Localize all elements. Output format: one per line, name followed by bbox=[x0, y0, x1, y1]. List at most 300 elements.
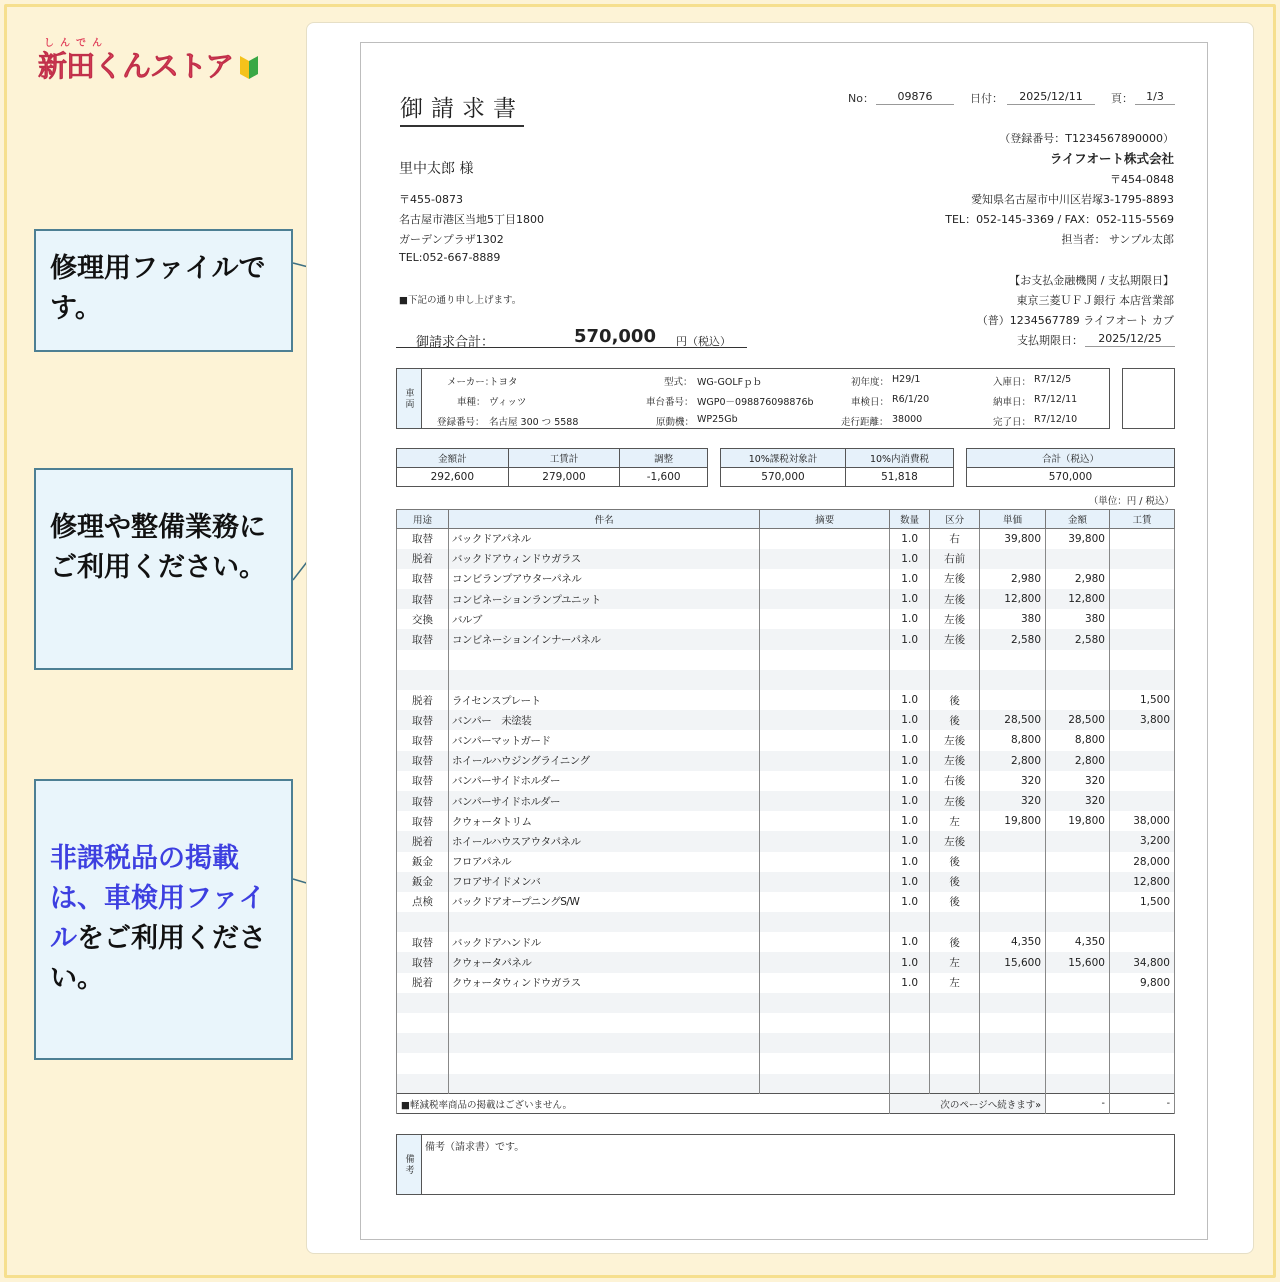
tax-summary-table bbox=[720, 448, 954, 487]
table-cell: 39,800 bbox=[980, 529, 1046, 549]
table-cell bbox=[448, 670, 759, 690]
table-cell bbox=[980, 973, 1046, 993]
table-cell bbox=[980, 549, 1046, 569]
table-row bbox=[397, 751, 1175, 771]
table-cell bbox=[980, 912, 1046, 932]
table-cell bbox=[930, 1013, 980, 1033]
table-cell: 左後 bbox=[930, 730, 980, 750]
labor-total-header: 工賃計 bbox=[508, 449, 620, 468]
customer-tel: TEL:052-667-8889 bbox=[399, 251, 501, 264]
table-cell: 1.0 bbox=[890, 549, 930, 569]
table-footer-row bbox=[397, 1094, 1175, 1114]
table-cell bbox=[1109, 730, 1174, 750]
due-date-label: 支払期限日： bbox=[1017, 334, 1083, 347]
vehicle-label: 車両 bbox=[397, 369, 422, 428]
table-cell bbox=[760, 670, 890, 690]
total-label: 御請求合計： bbox=[416, 335, 495, 350]
table-cell bbox=[980, 831, 1046, 851]
table-cell: 脱着 bbox=[397, 690, 449, 710]
table-row bbox=[397, 852, 1175, 872]
table-cell bbox=[1109, 791, 1174, 811]
table-cell bbox=[760, 912, 890, 932]
footer-labor-dash: - bbox=[1109, 1094, 1174, 1114]
table-cell bbox=[1046, 973, 1110, 993]
table-cell bbox=[760, 589, 890, 609]
maker-label: メーカー： bbox=[447, 377, 495, 388]
table-row bbox=[397, 589, 1175, 609]
document-title: 御請求書 bbox=[400, 90, 524, 127]
taxable-value: 570,000 bbox=[721, 468, 846, 487]
due-date: 2025/12/25 bbox=[1085, 332, 1175, 347]
table-cell: ホイールハウジングライニング bbox=[448, 751, 759, 771]
column-header: 工賃 bbox=[1109, 510, 1174, 529]
car-label: 車種： bbox=[457, 397, 486, 408]
table-cell: クウォータパネル bbox=[448, 952, 759, 972]
table-cell bbox=[397, 1013, 449, 1033]
callout-text: をご利用ください。 bbox=[50, 923, 266, 994]
table-cell: 取替 bbox=[397, 751, 449, 771]
table-cell bbox=[397, 912, 449, 932]
table-cell: 28,500 bbox=[1046, 710, 1110, 730]
column-header: 区分 bbox=[930, 510, 980, 529]
table-cell: 4,350 bbox=[980, 932, 1046, 952]
table-cell bbox=[1109, 751, 1174, 771]
table-cell: 左 bbox=[930, 952, 980, 972]
table-row bbox=[397, 932, 1175, 952]
table-cell bbox=[1109, 609, 1174, 629]
table-cell bbox=[980, 872, 1046, 892]
table-cell: 15,600 bbox=[1046, 952, 1110, 972]
table-cell: 19,800 bbox=[980, 811, 1046, 831]
table-cell bbox=[1046, 1013, 1110, 1033]
table-row bbox=[397, 993, 1175, 1013]
table-row bbox=[397, 973, 1175, 993]
table-cell bbox=[1046, 993, 1110, 1013]
table-cell bbox=[760, 771, 890, 791]
table-row bbox=[397, 569, 1175, 589]
table-cell: 左 bbox=[930, 811, 980, 831]
table-cell bbox=[980, 1074, 1046, 1094]
registration-label: 登録番号： bbox=[437, 417, 485, 428]
table-row bbox=[397, 952, 1175, 972]
table-cell: 9,800 bbox=[1109, 973, 1174, 993]
mileage-label: 走行距離： bbox=[841, 417, 889, 428]
table-cell bbox=[1046, 1053, 1110, 1073]
table-cell: 380 bbox=[980, 609, 1046, 629]
store-logo[interactable] bbox=[38, 34, 258, 82]
table-cell: 12,800 bbox=[1046, 589, 1110, 609]
column-header: 摘要 bbox=[760, 510, 890, 529]
table-cell bbox=[760, 852, 890, 872]
table-cell bbox=[930, 912, 980, 932]
customer-zip: 〒455-0873 bbox=[399, 193, 463, 206]
table-cell bbox=[980, 650, 1046, 670]
table-row bbox=[397, 670, 1175, 690]
table-cell bbox=[930, 650, 980, 670]
table-cell: 1.0 bbox=[890, 730, 930, 750]
table-cell: フロアサイドメンバ bbox=[448, 872, 759, 892]
table-cell: クウォータトリム bbox=[448, 811, 759, 831]
table-cell bbox=[448, 650, 759, 670]
table-cell: 1.0 bbox=[890, 932, 930, 952]
table-cell: 左後 bbox=[930, 589, 980, 609]
engine-label: 原動機： bbox=[656, 417, 695, 428]
table-cell bbox=[930, 1074, 980, 1094]
mileage-value: 38000 bbox=[892, 414, 923, 425]
table-cell bbox=[760, 609, 890, 629]
table-cell: 1.0 bbox=[890, 831, 930, 851]
table-cell: 鈑金 bbox=[397, 852, 449, 872]
table-cell: 1.0 bbox=[890, 872, 930, 892]
table-cell bbox=[890, 670, 930, 690]
table-cell bbox=[760, 993, 890, 1013]
table-cell: 380 bbox=[1046, 609, 1110, 629]
in-date-label: 入庫日： bbox=[993, 377, 1032, 388]
labor-total-value: 279,000 bbox=[508, 468, 620, 487]
unit-note: （単位：円 / 税込） bbox=[1088, 496, 1174, 507]
intro-note: ■下記の通り申し上げます。 bbox=[399, 295, 522, 306]
table-cell: 1,500 bbox=[1109, 892, 1174, 912]
model-value: WG-GOLFｐｂ bbox=[697, 377, 763, 388]
table-cell bbox=[980, 892, 1046, 912]
table-cell bbox=[760, 690, 890, 710]
maker-value: トヨタ bbox=[489, 377, 518, 388]
consumption-tax-value: 51,818 bbox=[846, 468, 954, 487]
next-page-note: 次のページへ続きます» bbox=[890, 1094, 1046, 1114]
table-cell bbox=[1046, 831, 1110, 851]
complete-value: R7/12/10 bbox=[1034, 414, 1078, 425]
table-cell bbox=[1046, 670, 1110, 690]
table-cell: コンビネーションインナーパネル bbox=[448, 629, 759, 649]
table-cell: バックドアハンドル bbox=[448, 932, 759, 952]
logo-ruby: しんでん bbox=[44, 38, 108, 49]
table-cell: 2,980 bbox=[980, 569, 1046, 589]
in-date-value: R7/12/5 bbox=[1034, 374, 1072, 385]
table-cell: コンビランプアウターパネル bbox=[448, 569, 759, 589]
table-cell: 1.0 bbox=[890, 973, 930, 993]
table-cell: 点検 bbox=[397, 892, 449, 912]
table-cell bbox=[448, 912, 759, 932]
remarks-text: 備考（請求書）です。 bbox=[425, 1142, 525, 1153]
table-cell bbox=[890, 1033, 930, 1053]
table-cell: クウォータウィンドウガラス bbox=[448, 973, 759, 993]
table-cell bbox=[1109, 912, 1174, 932]
adjust-value: -1,600 bbox=[620, 468, 708, 487]
first-year-label: 初年度： bbox=[851, 377, 890, 388]
table-cell: 1.0 bbox=[890, 589, 930, 609]
table-cell bbox=[1109, 932, 1174, 952]
table-cell bbox=[890, 1013, 930, 1033]
line-items-table bbox=[396, 509, 1175, 1114]
issuer-staff: 担当者： サンプル太郎 bbox=[1061, 233, 1174, 246]
bank-heading: 【お支払金融機関 / 支払期限日】 bbox=[1009, 274, 1174, 287]
grand-total-table bbox=[966, 448, 1175, 487]
table-cell: 左後 bbox=[930, 791, 980, 811]
table-cell: 後 bbox=[930, 710, 980, 730]
table-cell bbox=[760, 831, 890, 851]
table-cell: 2,580 bbox=[1046, 629, 1110, 649]
footer-amount-dash: - bbox=[1046, 1094, 1110, 1114]
table-cell: コンビネーションランプユニット bbox=[448, 589, 759, 609]
amount-total-value: 292,600 bbox=[397, 468, 509, 487]
table-cell: 取替 bbox=[397, 710, 449, 730]
table-cell bbox=[397, 1033, 449, 1053]
table-cell bbox=[760, 529, 890, 549]
table-cell bbox=[448, 1074, 759, 1094]
table-cell: 2,980 bbox=[1046, 569, 1110, 589]
footer-note: ■軽減税率商品の掲載はございません。 bbox=[397, 1094, 890, 1114]
table-cell: 12,800 bbox=[1109, 872, 1174, 892]
table-cell bbox=[760, 569, 890, 589]
table-cell: 1.0 bbox=[890, 811, 930, 831]
table-cell bbox=[1109, 993, 1174, 1013]
table-cell bbox=[760, 650, 890, 670]
bank-name: 東京三菱ＵＦＪ銀行 本店営業部 bbox=[1016, 294, 1174, 307]
issuer-tel-fax: TEL：052-145-3369 / FAX：052-115-5569 bbox=[945, 213, 1174, 226]
table-cell: 38,000 bbox=[1109, 811, 1174, 831]
table-cell: 左後 bbox=[930, 831, 980, 851]
delivery-label: 納車日： bbox=[993, 397, 1032, 408]
logo-text: 新田くんストア bbox=[38, 49, 234, 83]
table-cell bbox=[980, 993, 1046, 1013]
table-cell: 19,800 bbox=[1046, 811, 1110, 831]
table-cell bbox=[1109, 1074, 1174, 1094]
table-row bbox=[397, 1013, 1175, 1033]
table-row bbox=[397, 1053, 1175, 1073]
table-cell bbox=[980, 852, 1046, 872]
table-cell bbox=[930, 670, 980, 690]
table-cell bbox=[760, 1074, 890, 1094]
no-label: No： bbox=[848, 92, 874, 105]
table-cell: 右 bbox=[930, 529, 980, 549]
bank-account: （普）1234567789 ライフオート カブ bbox=[976, 314, 1174, 327]
table-cell bbox=[1046, 852, 1110, 872]
table-cell: 後 bbox=[930, 892, 980, 912]
table-row bbox=[397, 831, 1175, 851]
beginner-mark-icon bbox=[238, 54, 260, 80]
chassis-label: 車台番号： bbox=[646, 397, 694, 408]
table-cell bbox=[980, 1013, 1046, 1033]
column-header: 金額 bbox=[1046, 510, 1110, 529]
table-cell: 2,800 bbox=[980, 751, 1046, 771]
table-cell bbox=[890, 912, 930, 932]
table-cell bbox=[890, 1053, 930, 1073]
table-cell: バンパーサイドホルダー bbox=[448, 791, 759, 811]
table-cell: 交換 bbox=[397, 609, 449, 629]
table-cell: 320 bbox=[980, 791, 1046, 811]
table-cell bbox=[980, 690, 1046, 710]
table-cell: ホイールハウスアウタパネル bbox=[448, 831, 759, 851]
registration-value: 名古屋 300 つ 5588 bbox=[489, 417, 579, 428]
table-cell bbox=[760, 710, 890, 730]
taxable-header: 10%課税対象計 bbox=[721, 449, 846, 468]
table-cell: 1.0 bbox=[890, 751, 930, 771]
total-amount: 570,000 bbox=[574, 326, 656, 347]
table-row bbox=[397, 1033, 1175, 1053]
table-cell: 取替 bbox=[397, 811, 449, 831]
table-cell: 15,600 bbox=[980, 952, 1046, 972]
table-cell: バンパーサイドホルダー bbox=[448, 771, 759, 791]
table-cell bbox=[1109, 569, 1174, 589]
table-cell bbox=[760, 730, 890, 750]
column-header: 数量 bbox=[890, 510, 930, 529]
table-cell bbox=[1109, 589, 1174, 609]
table-cell: 後 bbox=[930, 872, 980, 892]
table-cell: 取替 bbox=[397, 952, 449, 972]
table-cell bbox=[980, 670, 1046, 690]
table-row bbox=[397, 710, 1175, 730]
table-cell: 320 bbox=[1046, 791, 1110, 811]
table-row bbox=[397, 912, 1175, 932]
vehicle-info-box bbox=[396, 368, 1110, 429]
table-cell: 3,200 bbox=[1109, 831, 1174, 851]
chassis-value: WGP0－098876098876b bbox=[697, 397, 814, 408]
inspection-value: R6/1/20 bbox=[892, 394, 930, 405]
total-unit: 円（税込） bbox=[676, 335, 731, 348]
table-cell: 取替 bbox=[397, 569, 449, 589]
table-cell bbox=[397, 1074, 449, 1094]
column-header: 用途 bbox=[397, 510, 449, 529]
table-cell: 12,800 bbox=[980, 589, 1046, 609]
table-cell: 右後 bbox=[930, 771, 980, 791]
delivery-value: R7/12/11 bbox=[1034, 394, 1078, 405]
table-row bbox=[397, 609, 1175, 629]
table-cell bbox=[1046, 1074, 1110, 1094]
callout-text: 修理用ファイルです。 bbox=[50, 253, 266, 324]
table-cell bbox=[1109, 1053, 1174, 1073]
table-cell: 1.0 bbox=[890, 852, 930, 872]
table-cell: 8,800 bbox=[980, 730, 1046, 750]
table-cell bbox=[1109, 529, 1174, 549]
grand-total-value: 570,000 bbox=[967, 468, 1175, 487]
table-cell: 鈑金 bbox=[397, 872, 449, 892]
table-cell bbox=[448, 993, 759, 1013]
table-cell: フロアパネル bbox=[448, 852, 759, 872]
table-cell: バルブ bbox=[448, 609, 759, 629]
table-cell bbox=[760, 1053, 890, 1073]
page-label: 頁： bbox=[1111, 92, 1133, 105]
table-cell: 右前 bbox=[930, 549, 980, 569]
page-number: 1/3 bbox=[1135, 90, 1175, 105]
table-cell: 8,800 bbox=[1046, 730, 1110, 750]
registration-number: （登録番号：T1234567890000） bbox=[999, 132, 1174, 145]
table-row bbox=[397, 872, 1175, 892]
table-cell bbox=[890, 650, 930, 670]
table-cell bbox=[930, 1053, 980, 1073]
column-header: 単価 bbox=[980, 510, 1046, 529]
table-cell bbox=[1109, 1033, 1174, 1053]
table-cell: 脱着 bbox=[397, 973, 449, 993]
table-cell bbox=[1046, 872, 1110, 892]
table-cell bbox=[890, 993, 930, 1013]
table-cell: バックドアパネル bbox=[448, 529, 759, 549]
invoice-number: 09876 bbox=[876, 90, 954, 105]
table-cell: バンパー 未塗装 bbox=[448, 710, 759, 730]
table-row bbox=[397, 730, 1175, 750]
table-cell bbox=[760, 791, 890, 811]
table-cell: 1.0 bbox=[890, 710, 930, 730]
table-cell: 39,800 bbox=[1046, 529, 1110, 549]
table-row bbox=[397, 690, 1175, 710]
table-cell: 3,800 bbox=[1109, 710, 1174, 730]
table-cell: 左後 bbox=[930, 751, 980, 771]
customer-address: 名古屋市港区当地5丁目1800 bbox=[399, 213, 544, 226]
callout-usage bbox=[34, 468, 293, 670]
table-cell bbox=[448, 1033, 759, 1053]
table-cell: 1.0 bbox=[890, 690, 930, 710]
callout-text-blue: 非課税品の掲載は、車検用ファイル bbox=[50, 843, 266, 954]
table-cell bbox=[397, 650, 449, 670]
table-cell: 取替 bbox=[397, 529, 449, 549]
table-cell: 取替 bbox=[397, 932, 449, 952]
amount-summary-table bbox=[396, 448, 708, 487]
grand-total-header: 合計（税込） bbox=[967, 449, 1175, 468]
table-cell: バックドアオープニングS/W bbox=[448, 892, 759, 912]
table-cell: 1.0 bbox=[890, 529, 930, 549]
table-cell: 後 bbox=[930, 690, 980, 710]
table-cell: 2,580 bbox=[980, 629, 1046, 649]
table-cell: 取替 bbox=[397, 629, 449, 649]
table-cell bbox=[1109, 670, 1174, 690]
issuer-address: 愛知県名古屋市中川区岩塚3-1795-8893 bbox=[971, 193, 1174, 206]
first-year-value: H29/1 bbox=[892, 374, 921, 385]
table-cell: ライセンスプレート bbox=[448, 690, 759, 710]
table-cell bbox=[760, 1033, 890, 1053]
table-row bbox=[397, 529, 1175, 549]
table-row bbox=[397, 549, 1175, 569]
table-cell bbox=[930, 993, 980, 1013]
engine-value: WP25Gb bbox=[697, 414, 738, 425]
table-cell: 1,500 bbox=[1109, 690, 1174, 710]
table-cell: 34,800 bbox=[1109, 952, 1174, 972]
table-cell: 1.0 bbox=[890, 569, 930, 589]
issuer-zip: 〒454-0848 bbox=[1110, 173, 1174, 186]
table-cell: 1.0 bbox=[890, 609, 930, 629]
table-cell: 左 bbox=[930, 973, 980, 993]
customer-building: ガーデンプラザ1302 bbox=[399, 233, 504, 246]
table-cell: 28,500 bbox=[980, 710, 1046, 730]
table-cell bbox=[1046, 650, 1110, 670]
invoice-date: 2025/12/11 bbox=[1007, 90, 1095, 105]
total-block bbox=[396, 326, 747, 348]
adjust-header: 調整 bbox=[620, 449, 708, 468]
column-header: 件名 bbox=[448, 510, 759, 529]
table-cell: 取替 bbox=[397, 589, 449, 609]
table-cell bbox=[760, 811, 890, 831]
table-cell: 脱着 bbox=[397, 549, 449, 569]
table-cell bbox=[397, 670, 449, 690]
remarks-box bbox=[396, 1134, 1175, 1195]
table-cell bbox=[1046, 892, 1110, 912]
table-cell bbox=[760, 892, 890, 912]
table-cell: 左後 bbox=[930, 609, 980, 629]
car-value: ヴィッツ bbox=[489, 397, 527, 408]
table-cell bbox=[760, 872, 890, 892]
table-cell bbox=[980, 1033, 1046, 1053]
table-row bbox=[397, 629, 1175, 649]
date-label: 日付： bbox=[970, 92, 1003, 105]
table-cell: 1.0 bbox=[890, 791, 930, 811]
model-label: 型式： bbox=[664, 377, 693, 388]
table-cell bbox=[1046, 690, 1110, 710]
table-cell bbox=[890, 1074, 930, 1094]
table-cell bbox=[397, 993, 449, 1013]
table-cell bbox=[760, 629, 890, 649]
table-cell bbox=[1109, 650, 1174, 670]
table-cell bbox=[1046, 1033, 1110, 1053]
callout-text: 修理や整備業務にご利用ください。 bbox=[50, 512, 266, 583]
table-cell: 1.0 bbox=[890, 629, 930, 649]
